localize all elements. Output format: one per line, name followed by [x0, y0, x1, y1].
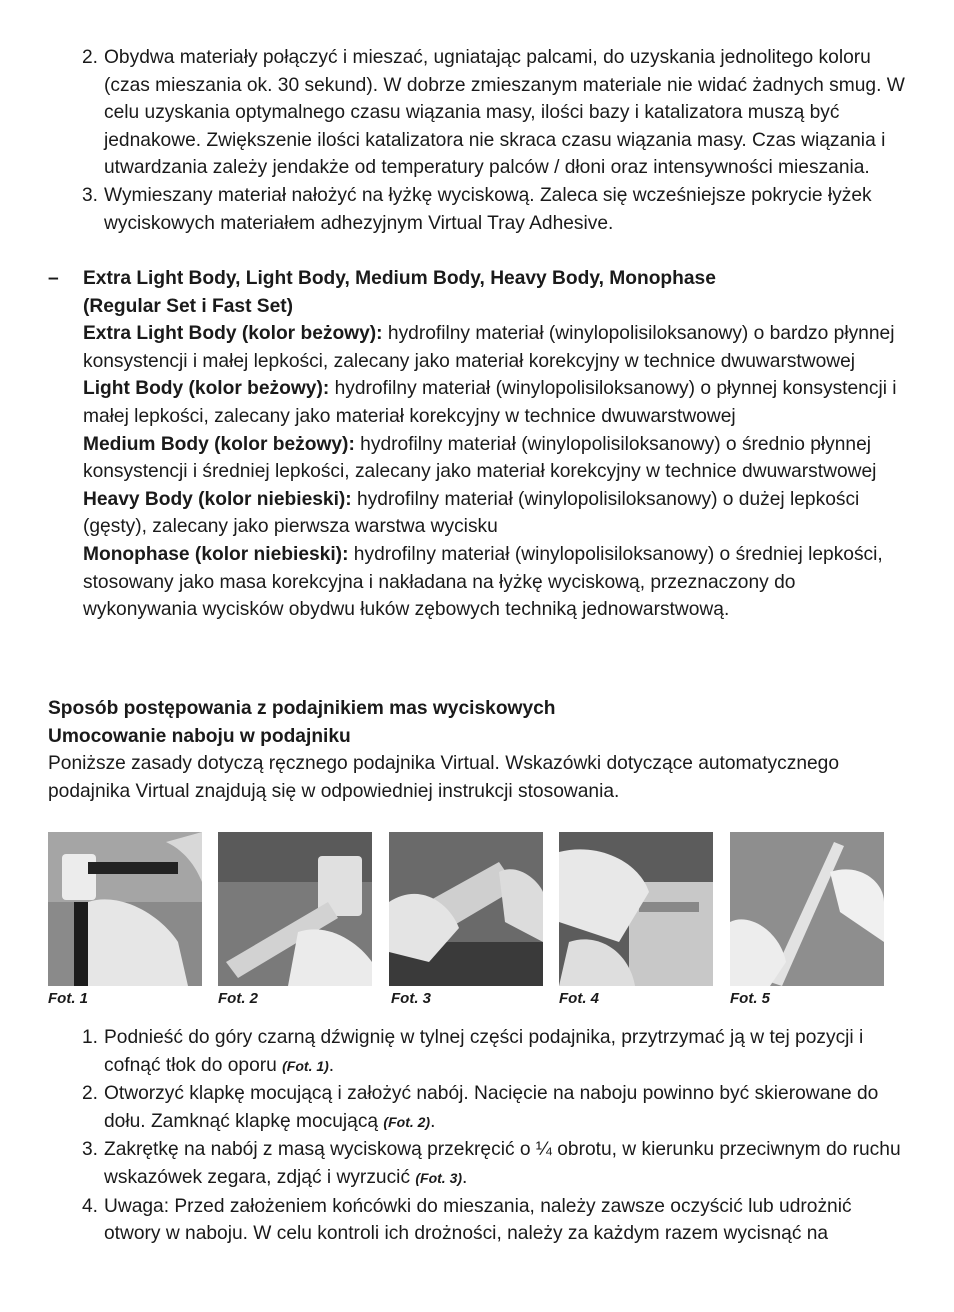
cartridge-insert-photo: [218, 832, 372, 986]
section-intro: Poniższe zasady dotyczą ręcznego podajnika Virtual. Wskazówki dotyczące automatycznego podajnika Virtual znajdują się w odpowiedniej instrukcji stosowania.: [48, 753, 840, 802]
list-item-text: Otworzyć klapkę mocującą i założyć nabój. Nacięcie na naboju powinno być skierowane do dołu. Zamknąć klapkę mocującą: [104, 1083, 879, 1132]
product-heading-line1: Extra Light Body, Light Body, Medium Body, Heavy Body, Monophase: [83, 268, 716, 289]
cap-removal-photo: [389, 832, 543, 986]
list-item-text: Wymieszany materiał nałożyć na łyżkę wyciskową. Zaleca się wcześniejsze pokrycie łyżek wyciskowych materiałem adhezyjnym Virtual Tray Adhesive.: [104, 184, 872, 234]
product-entry: [83, 375, 908, 430]
list-item-text: Zakrętkę na nabój z masą wyciskową przekręcić o ¼ obrotu, w kierunku przeciwnym do ruchu wskazówek zegara, zdjąć i wyrzucić: [104, 1139, 901, 1188]
list-item: [0, 1136, 954, 1192]
list-item-number: 3.: [82, 1139, 99, 1161]
list-item: [0, 1193, 954, 1248]
product-name: Monophase (kolor niebieski):: [83, 543, 349, 565]
list-item: [0, 1080, 954, 1136]
photo-reference: (Fot. 2): [383, 1113, 431, 1130]
dash-bullet: –: [48, 268, 59, 289]
dispenser-steps-list: [0, 1024, 954, 1248]
list-item-text: Podnieść do góry czarną dźwignię w tylnej części podajnika, przytrzymać ją w tej pozycji i cofnąć tłok do oporu: [104, 1027, 864, 1076]
photo-caption: Fot. 1: [48, 990, 88, 1007]
list-item: [0, 1024, 954, 1080]
product-name: Heavy Body (kolor niebieski):: [83, 488, 352, 510]
list-item-number: 2.: [82, 47, 99, 68]
top-steps-list: [0, 44, 954, 237]
product-description: hydrofilny materiał (winylopolisiloksanowy) o średniej lepkości, stosowany jako masa korekcyjna i nakładana na łyżkę wyciskową, przeznaczony do wykonywania wycisków obydwu łuków zębowych techniką jednowarstwową.: [83, 543, 883, 621]
list-item: [0, 44, 954, 182]
product-entry: [83, 431, 908, 486]
product-entry: [83, 486, 908, 541]
photo-row: [0, 832, 954, 1012]
product-section: [0, 265, 954, 624]
photo-reference: (Fot. 3): [415, 1169, 463, 1186]
photo-caption: Fot. 4: [559, 990, 599, 1007]
dispenser-section: [0, 695, 954, 805]
product-name: Medium Body (kolor beżowy):: [83, 433, 355, 455]
photo-caption: Fot. 3: [391, 990, 431, 1007]
list-item-text: Uwaga: Przed założeniem końcówki do mieszania, należy zawsze oczyścić lub udrożnić otwory w naboju. W celu kontroli ich drożności, należy za każdym razem wycisnąć na: [104, 1195, 852, 1245]
product-entry: [83, 541, 908, 624]
product-description: hydrofilny materiał (winylopolisiloksanowy) o bardzo płynnej konsystencji i małej lepkości, zalecany jako materiał korekcyjny w technice dwuwarstwowej: [83, 323, 895, 372]
list-item-number: 2.: [82, 1083, 99, 1105]
dispenser-lever-photo: [48, 832, 202, 986]
product-name: Light Body (kolor beżowy):: [83, 378, 330, 400]
cartridge-opening-photo: [559, 832, 713, 986]
section-heading: Sposób postępowania z podajnikiem mas wyciskowych: [48, 698, 556, 719]
product-entry: [83, 320, 908, 375]
list-item-tail: .: [328, 1054, 335, 1076]
photo-caption: Fot. 5: [730, 990, 770, 1007]
section-subheading: Umocowanie naboju w podajniku: [48, 725, 351, 747]
product-list: [0, 265, 954, 624]
product-description: hydrofilny materiał (winylopolisiloksanowy) o średnio płynnej konsystencji i średniej lepkości, zalecany jako materiał korekcyjny w technice dwuwarstwowej: [83, 433, 877, 483]
product-description: hydrofilny materiał (winylopolisiloksanowy) o dużej lepkości (gęsty), zalecany jako pierwsza warstwa wycisku: [83, 488, 860, 538]
list-item-number: 3.: [82, 184, 99, 206]
list-item-tail: .: [462, 1166, 468, 1188]
list-item-number: 4.: [82, 1195, 99, 1217]
photo-caption: Fot. 2: [218, 990, 258, 1007]
product-heading-line2: (Regular Set i Fast Set): [83, 295, 294, 317]
list-item: [0, 182, 954, 237]
product-name: Extra Light Body (kolor beżowy):: [83, 323, 383, 345]
photo-reference: (Fot. 1): [282, 1057, 329, 1074]
list-item-number: 1.: [82, 1027, 99, 1048]
product-description: hydrofilny materiał (winylopolisiloksanowy) o płynnej konsystencji i małej lepkości, zalecany jako materiał korekcyjny w technice dwuwarstwowej: [83, 378, 897, 427]
list-item-text: Obydwa materiały połączyć i mieszać, ugniatając palcami, do uzyskania jednolitego koloru (czas mieszania ok. 30 sekund). W dobrze zmieszanym materiale nie widać żadnych smug. W celu uzyskania optymalnego czasu wiązania masy, ilości bazy i katalizatora muszą być jednakowe. Zwiększenie ilości katalizatora nie skraca czasu wiązania masy. Czas wiązania i utwardzania zależy jendakże od temperatury palców / dłoni oraz intensywności mieszania.: [104, 47, 905, 179]
list-item-tail: .: [430, 1110, 436, 1132]
mixing-tip-photo: [730, 832, 884, 986]
